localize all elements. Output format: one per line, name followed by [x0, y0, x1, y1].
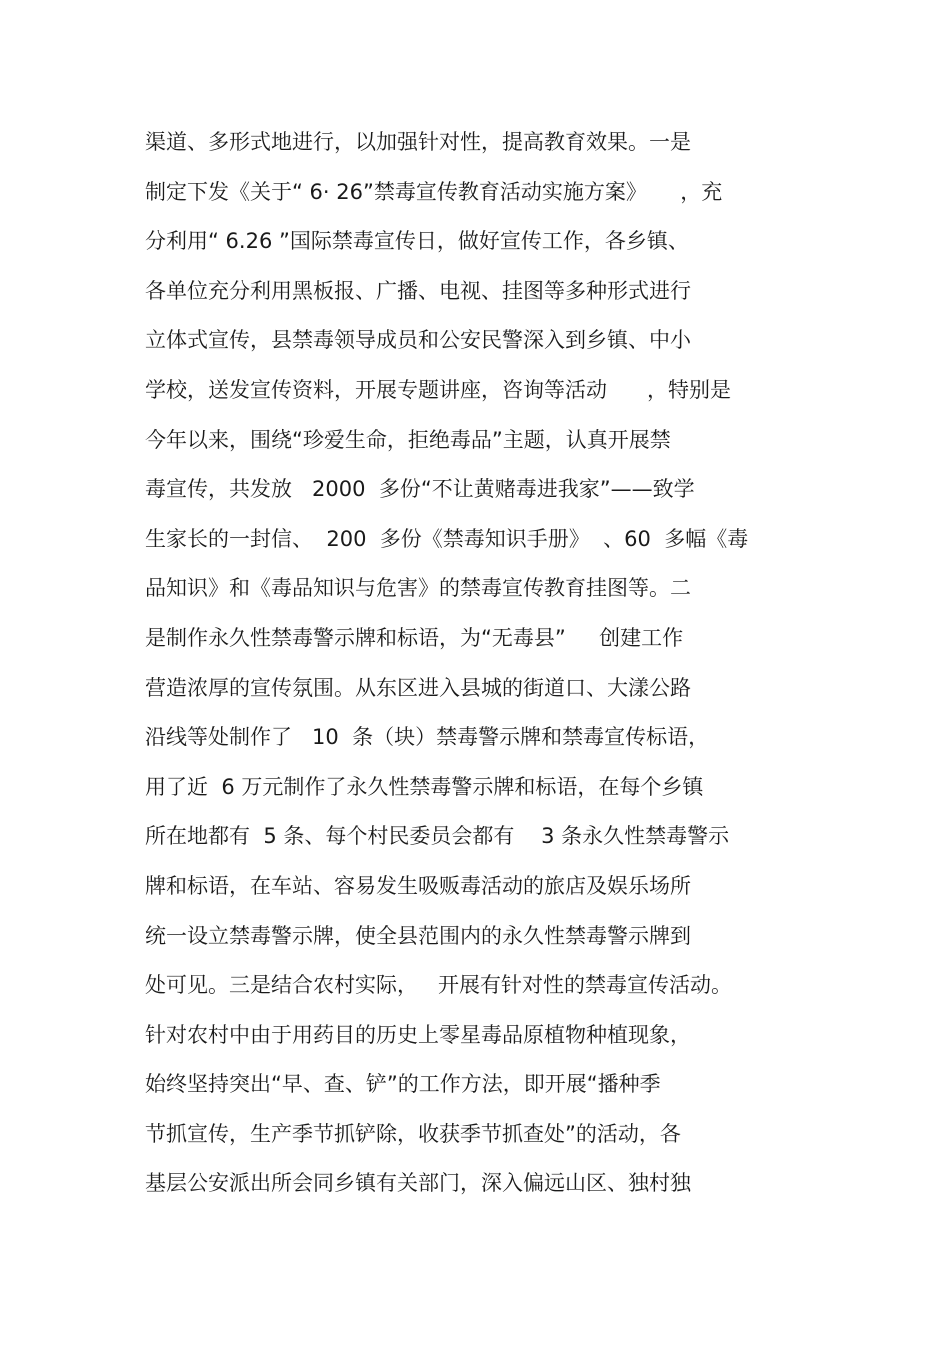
- text-line: 制定下发《关于“ 6· 26”禁毒宣传教育活动实施方案》 ，充: [145, 179, 723, 204]
- text-line: 今年以来，围绕“珍爱生命，拒绝毒品”主题，认真开展禁: [145, 427, 671, 452]
- text-line: 是制作永久性禁毒警示牌和标语，为“无毒县” 创建工作: [145, 625, 684, 650]
- body-text: [145, 122, 825, 1213]
- text-line: 毒宣传，共发放 2000 多份“不让黄赌毒进我家”——致学: [145, 477, 695, 502]
- text-line: 牌和标语，在车站、容易发生吸贩毒活动的旅店及娱乐场所: [145, 873, 691, 898]
- text-line: 基层公安派出所会同乡镇有关部门，深入偏远山区、独村独: [145, 1171, 691, 1196]
- text-line: 立体式宣传，县禁毒领导成员和公安民警深入到乡镇、中小: [145, 328, 691, 353]
- text-line: 所在地都有 5 条、每个村民委员会都有 3 条永久性禁毒警示: [145, 824, 730, 849]
- text-line: 渠道、多形式地进行，以加强针对性，提高教育效果。一是: [145, 130, 691, 154]
- text-line: 生家长的一封信、 200 多份《禁毒知识手册》 、60 多幅《毒: [145, 526, 749, 551]
- text-line: 各单位充分利用黑板报、广播、电视、挂图等多种形式进行: [145, 278, 691, 303]
- text-line: 针对农村中由于用药目的历史上零星毒品原植物种植现象，: [145, 1022, 691, 1047]
- text-line: 统一设立禁毒警示牌，使全县范围内的永久性禁毒警示牌到: [145, 923, 691, 948]
- text-line: 分利用“ 6.26 ”国际禁毒宣传日，做好宣传工作，各乡镇、: [145, 229, 689, 254]
- text-line: 营造浓厚的宣传氛围。从东区进入县城的街道口、大漾公路: [145, 675, 691, 700]
- text-line: 学校，送发宣传资料，开展专题讲座，咨询等活动 ，特别是: [145, 377, 732, 402]
- text-line: 处可见。三是结合农村实际， 开展有针对性的禁毒宣传活动。: [145, 973, 733, 998]
- text-line: 始终坚持突出“早、查、铲”的工作方法，即开展“播种季: [145, 1072, 661, 1097]
- text-line: 用了近 6 万元制作了永久性禁毒警示牌和标语，在每个乡镇: [145, 774, 704, 799]
- text-line: 节抓宣传，生产季节抓铲除，收获季节抓查处”的活动，各: [145, 1121, 681, 1146]
- text-line: 品知识》和《毒品知识与危害》的禁毒宣传教育挂图等。二: [145, 576, 691, 601]
- text-line: 沿线等处制作了 10 条（块）禁毒警示牌和禁毒宣传标语，: [145, 725, 710, 750]
